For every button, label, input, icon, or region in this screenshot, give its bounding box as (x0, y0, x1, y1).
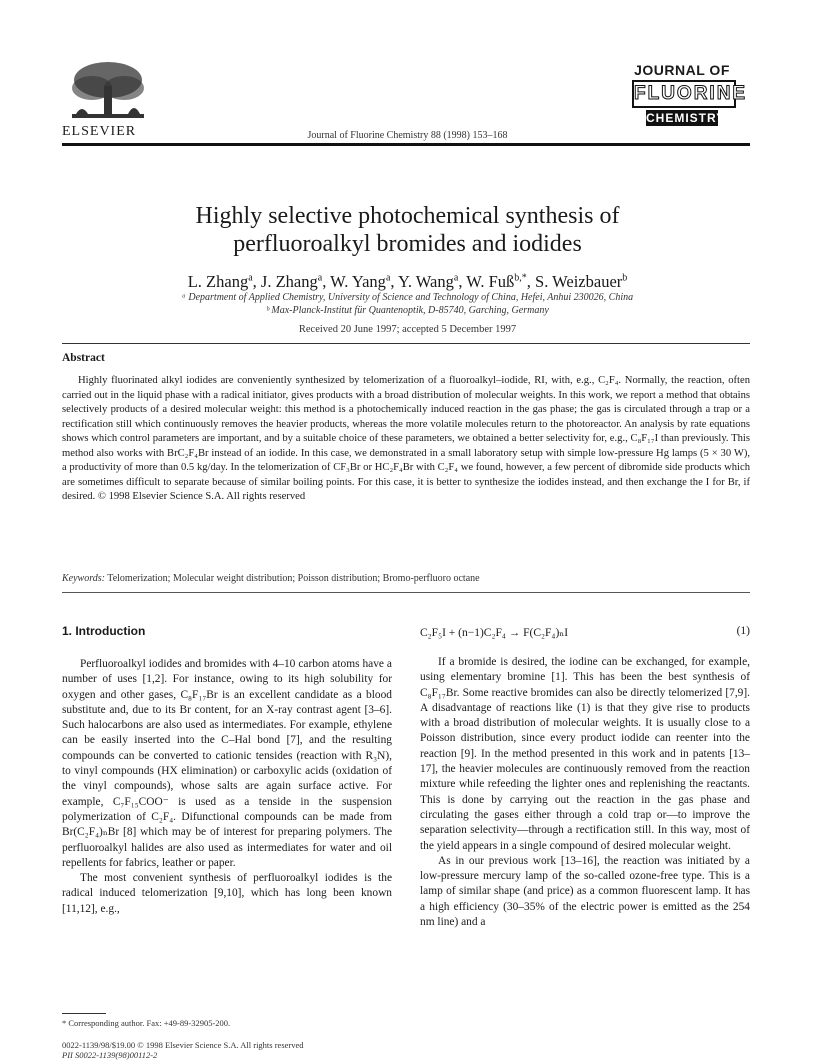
header-rule (62, 143, 750, 146)
equation-text: C₂F₅I + (n−1)C₂F₄ → F(C₂F₄)ₙI (420, 627, 569, 639)
author-list: L. Zhang$^a$, J. Zhang$^a$, W. Yang$^a$, Y. Wang$^a$, W. Fuß$^{b,*}$, S. Weizbauer$^b$ (187, 272, 628, 291)
author-affiliation-mark: a (453, 272, 459, 284)
affiliation-b: ᵇ Max-Planck-Institut für Quantenoptik, D-85740, Garching, Germany (266, 305, 549, 316)
author-affiliation-mark: a (385, 272, 391, 284)
author-affiliation-mark: a (248, 272, 253, 284)
paragraph: If a bromide is desired, the iodine can be exchanged, for example, using elementary bromine [1]. This has been the best synthesis of C₈F₁₇Br. Some reactive bromides can also be directly telomerized [7,9]. A disadvantage of reactions like (1) is that they give rise to products with a broad distribution of molecular weights. It is usually close to a Poisson distribution, since every product iodide can reenter into the reaction [9]. In the method presented in this work and in patents [13–17], the heavier molecules are continuously removed from the reaction mixture while refeeding the lighter ones and replenishing the reactants. This is done by carrying out the reaction in the gas phase and circulating the gases either through a cold trap or—to improve the separation selectivity—through a rectification still. In this way, most of the yield appears in a single compound of desired molecular weight. (420, 656, 750, 852)
footnote-rule (62, 1013, 106, 1014)
author: W. Fuß (466, 272, 515, 291)
keywords (62, 573, 750, 584)
author: L. Zhang (187, 272, 249, 291)
journal-logo (628, 62, 748, 130)
journal-logo-line2: FLUORINE (632, 80, 736, 108)
equation-1 (420, 625, 750, 639)
equation-number: (1) (736, 625, 750, 637)
left-column (62, 657, 392, 917)
author-affiliation-mark: b (622, 272, 628, 284)
article-title (0, 202, 815, 258)
elsevier-tree-logo (62, 60, 154, 122)
right-column (420, 655, 750, 930)
author-affiliation-mark: b,* (514, 272, 527, 284)
keywords-list: Telomerization; Molecular weight distribution; Poisson distribution; Bromo-perfluoro octane (107, 573, 480, 584)
received-dates: Received 20 June 1997; accepted 5 December 1997 (298, 324, 517, 335)
publisher-name: ELSEVIER (62, 124, 137, 139)
author: S. Weizbauer (535, 272, 623, 291)
paragraph: Perfluoroalkyl iodides and bromides with 4–10 carbon atoms have a number of uses [1,2]. For instance, owing to its high solubility for oxygen and other gases, C₈F₁₇Br is an excellent candidate as a blood substitute and, due to its Br content, for an X-ray contrast agent [3–6]. Such halocarbons are also used as intermediates. For example, ethylene can be easily inserted into the C–Hal bond [7], and the resulting compounds can be converted to cationic tensides (reaction with R₃N), to vinyl compounds (HX elimination) or carboxylic acids (oxidation of the vinyl compounds), whose salts are again surface active. For example, C₇F₁₅COO⁻ is used as a tenside in the suspension polymerization of C₂F₄. Difunctional compounds can be made from Br(C₂F₄)ₙBr [8] which may be of interest for preparing polymers. The perfluoroalkyl halides are also used as intermediates for water and oil repellents for fabrics, leather or paper. (62, 658, 392, 869)
title-line-1: Highly selective photochemical synthesis of (195, 203, 620, 229)
section-heading-introduction: 1. Introduction (62, 624, 146, 638)
abstract-top-rule (62, 343, 750, 344)
author: W. Yang (330, 272, 386, 291)
journal-logo-line1: JOURNAL OF (634, 62, 730, 78)
paragraph: The most convenient synthesis of perfluoroalkyl iodides is the radical induced telomerization [9,10], which has long been known [11,12], e.g., (62, 872, 392, 915)
keywords-label: Keywords: (62, 573, 105, 584)
paragraph: As in our previous work [13–16], the reaction was initiated by a low-pressure mercury lamp of the so-called ozone-free type. This is a lamp of similar shape (and price) as a common fluorescent lamp. It has a high efficiency (30–35% of the electric power is emitted as the 254 nm line) and a (420, 854, 750, 929)
author-affiliation-mark: a (317, 272, 323, 284)
copyright-line: 0022-1139/98/$19.00 © 1998 Elsevier Science S.A. All rights reserved (62, 1040, 304, 1050)
title-line-2: perfluoroalkyl bromides and iodides (233, 231, 582, 257)
journal-citation: Journal of Fluorine Chemistry 88 (1998) 153–168 (307, 130, 508, 141)
pii-line: PII S0022-1139(98)00112-2 (62, 1050, 158, 1060)
abstract-text: Highly fluorinated alkyl iodides are conveniently synthesized by telomerization of a fluoroalkyl–iodide, RI, with, e.g., C₂F₄. Normally, the reaction, often carried out in the liquid phase with a radical initiator, gives products with a broad distribution of molecular weights. In this work, we report a method that obtains selectively products of a desired molecular weight: this method is a photochemically induced reaction in the gas phase; the gas is circulated through a trap or a rectification still which continuously removes the heavier products, whereas the more volatile molecules return to the photoreactor. An analysis by rate equations shows which control parameters are important, and by a suitable choice of these parameters, we obtained a better selectivity for, e.g., C₈F₁₇I than previously. This method also works with BrC₂F₄Br instead of an iodide. In this case, we demonstrated in a small laboratory setup with simple low-pressure Hg lamps (5 × 30 W), a productivity of more than 0.5 kg/day. In the telomerization of CF₃Br or HC₂F₄Br with C₂F₄ we found, however, a few percent of dibromide side products which are sometimes difficult to separate because of similar boiling points. For this case, it is better to synthesize the iodides instead, and then exchange the I for Br, if desired. © 1998 Elsevier Science S.A. All rights reserved (62, 375, 750, 502)
abstract-heading: Abstract (62, 352, 105, 364)
author: J. Zhang (260, 272, 318, 291)
journal-logo-line3: CHEMISTRY (646, 111, 726, 125)
affiliation-a: ᵃ Department of Applied Chemistry, University of Science and Technology of China, Hefei, Anhui 230026, China (181, 292, 634, 303)
abstract-bottom-rule (62, 592, 750, 593)
author: Y. Wang (398, 272, 454, 291)
corresponding-author-footnote: * Corresponding author. Fax: +49-89-32905-200. (62, 1018, 231, 1028)
